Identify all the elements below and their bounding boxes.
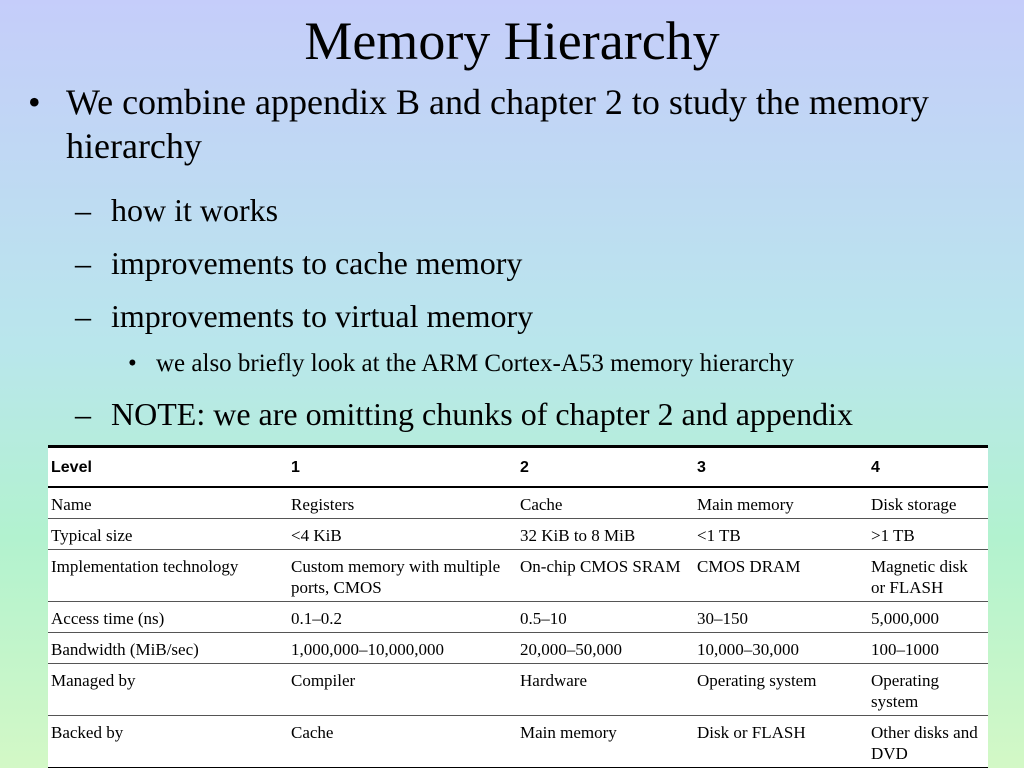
table-row <box>48 633 988 664</box>
table-cell: On-chip CMOS SRAM <box>517 550 694 602</box>
table-cell: Backed by <box>48 716 288 768</box>
table-cell: Compiler <box>288 664 517 716</box>
table-cell: Bandwidth (MiB/sec) <box>48 633 288 664</box>
table-cell: Name <box>48 487 288 519</box>
table-cell: <4 KiB <box>288 519 517 550</box>
sub-bullet-note <box>75 394 1005 434</box>
table-header-row <box>48 448 988 487</box>
table-cell: Cache <box>517 487 694 519</box>
table-cell: Managed by <box>48 664 288 716</box>
table-header-cell: 1 <box>288 448 517 487</box>
table-cell: CMOS DRAM <box>694 550 868 602</box>
table-row <box>48 716 988 768</box>
table-cell: Other disks and DVD <box>868 716 988 768</box>
bullet-marker: • <box>128 350 137 377</box>
table-cell: 10,000–30,000 <box>694 633 868 664</box>
table-cell: Operating system <box>868 664 988 716</box>
table-row <box>48 602 988 633</box>
table-cell: Registers <box>288 487 517 519</box>
memory-hierarchy-table-panel <box>48 445 988 768</box>
table-cell: 5,000,000 <box>868 602 988 633</box>
table-row <box>48 487 988 519</box>
sub-sub-bullet-text: we also briefly look at the ARM Cortex-A53 memory hierarchy <box>156 350 795 377</box>
sub-bullet-virtual <box>75 296 1005 336</box>
table-cell: Disk or FLASH <box>694 716 868 768</box>
table-cell: Disk storage <box>868 487 988 519</box>
table-cell: 1,000,000–10,000,000 <box>288 633 517 664</box>
sub-bullet-text: improvements to cache memory <box>111 245 523 281</box>
table-row <box>48 519 988 550</box>
table-cell: Magnetic disk or FLASH <box>868 550 988 602</box>
table-cell: Main memory <box>517 716 694 768</box>
table-cell: Implementation technology <box>48 550 288 602</box>
dash-marker: – <box>75 245 91 281</box>
dash-marker: – <box>75 192 91 228</box>
sub-sub-bullet-arm <box>128 348 1008 380</box>
sub-bullet-text: improvements to virtual memory <box>111 298 534 334</box>
table-header-cell: Level <box>48 448 288 487</box>
dash-marker: – <box>75 298 91 334</box>
table-cell: Hardware <box>517 664 694 716</box>
bullet-main-text: We combine appendix B and chapter 2 to study the memory hierarchy <box>66 82 929 166</box>
memory-hierarchy-table <box>48 448 988 768</box>
table-cell: 0.1–0.2 <box>288 602 517 633</box>
table-cell: Cache <box>288 716 517 768</box>
table-cell: Custom memory with multiple ports, CMOS <box>288 550 517 602</box>
slide-title: Memory Hierarchy <box>304 11 720 71</box>
table-cell: >1 TB <box>868 519 988 550</box>
bullet-marker: • <box>28 82 41 122</box>
table-cell: 32 KiB to 8 MiB <box>517 519 694 550</box>
sub-bullet-how-it-works <box>75 190 1005 230</box>
table-cell: <1 TB <box>694 519 868 550</box>
table-row <box>48 664 988 716</box>
sub-bullet-text: how it works <box>111 192 279 228</box>
table-header-cell: 3 <box>694 448 868 487</box>
sub-bullet-note-text: NOTE: we are omitting chunks of chapter 2 and appendix <box>111 396 853 432</box>
table-cell: Operating system <box>694 664 868 716</box>
table-cell: 0.5–10 <box>517 602 694 633</box>
table-cell: Main memory <box>694 487 868 519</box>
table-cell: 30–150 <box>694 602 868 633</box>
table-cell: Typical size <box>48 519 288 550</box>
dash-marker: – <box>75 396 91 432</box>
table-row <box>48 550 988 602</box>
table-cell: 20,000–50,000 <box>517 633 694 664</box>
table-header-cell: 2 <box>517 448 694 487</box>
bullet-main <box>28 80 988 168</box>
table-header-cell: 4 <box>868 448 988 487</box>
table-cell: Access time (ns) <box>48 602 288 633</box>
sub-bullet-cache <box>75 243 1005 283</box>
table-cell: 100–1000 <box>868 633 988 664</box>
